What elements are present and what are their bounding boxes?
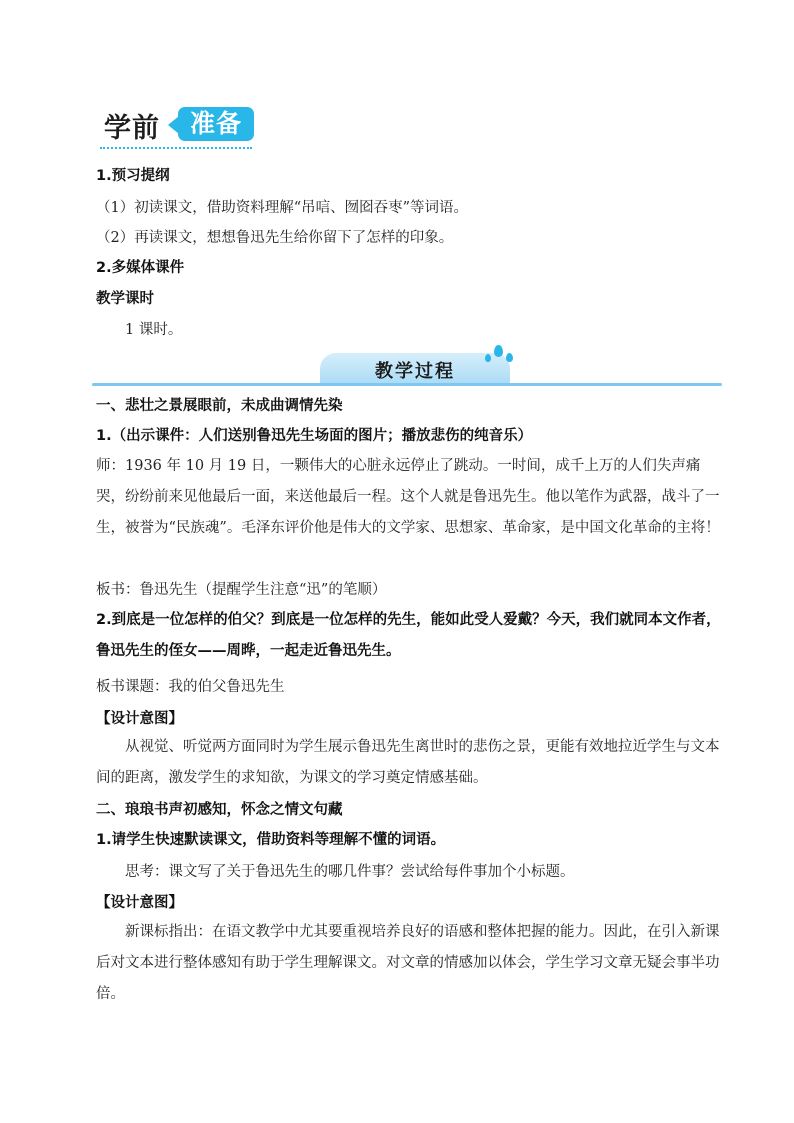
board-note-1: 板书：鲁迅先生（提醒学生注意“迅”的笔顺） [96, 582, 387, 598]
part2-heading: 二、琅琅书声初感知，怀念之情文句藏 [96, 802, 343, 818]
header-dotted-rule [100, 147, 252, 149]
part1-step2: 2.到底是一位怎样的伯父？到底是一位怎样的先生，能如此受人爱戴？今天，我们就同本文作者，鲁迅先生的侄女——周晔，一起走近鲁迅先生。 [96, 612, 721, 659]
part1-step1: 1.（出示课件：人们送别鲁迅先生场面的图片；播放悲伤的纯音乐） [96, 428, 533, 444]
outline-item-1: （1）初读课文，借助资料理解“吊唁、囫囵吞枣”等词语。 [96, 200, 469, 216]
banner-line [92, 383, 722, 386]
outline-heading: 1.预习提纲 [96, 168, 170, 184]
section-header-prep [100, 102, 260, 146]
header-text-right: 准备 [178, 107, 254, 141]
media-heading: 2.多媒体课件 [96, 260, 185, 276]
think-question: 思考：课文写了关于鲁迅先生的哪几件事？尝试给每件事加个小标题。 [125, 864, 575, 880]
design-intent-label: 【设计意图】 [96, 711, 183, 727]
header-text-left: 学前 [104, 113, 160, 144]
board-note-2: 板书课题：我的伯父鲁迅先生 [96, 679, 285, 695]
design-intent-text: 新课标指出：在语文教学中尤其要重视培养良好的语感和整体把握的能力。因此，在引入新课后对文本进行整体感知有助于学生理解课文。对文章的情感加以体会，学生学习文章无疑会事半功倍。 [96, 924, 720, 1002]
banner-title: 教学过程 [375, 361, 455, 382]
design-intent-label: 【设计意图】 [96, 895, 183, 911]
part1-heading: 一、悲壮之景展眼前，未成曲调情先染 [96, 398, 343, 414]
design-intent-text: 从视觉、听觉两方面同时为学生展示鲁迅先生离世时的悲伤之景，更能有效地拉近学生与文本间的距离，激发学生的求知欲，为课文的学习奠定情感基础。 [96, 739, 720, 786]
period-text: 1 课时。 [125, 322, 183, 338]
teacher-speech: 师：1936 年 10 月 19 日，一颗伟大的心脏永远停止了跳动。一时间，成千上万的人们失声痛哭，纷纷前来见他最后一面，来送他最后一程。这个人就是鲁迅先生。他以笔作为武器，战斗了一生，被誉为“民族魂”。毛泽东评价他是伟大的文学家、思想家、革命家，是中国文化革命的主将！ [96, 458, 720, 536]
part2-step1: 1.请学生快速默读课文，借助资料等理解不懂的词语。 [96, 832, 446, 848]
water-drop-icon [485, 354, 491, 362]
period-heading: 教学课时 [96, 291, 154, 307]
water-drop-icon [506, 353, 513, 362]
outline-item-2: （2）再读课文，想想鲁迅先生给你留下了怎样的印象。 [96, 230, 454, 246]
water-drop-icon [494, 345, 503, 357]
section-banner [92, 345, 722, 387]
